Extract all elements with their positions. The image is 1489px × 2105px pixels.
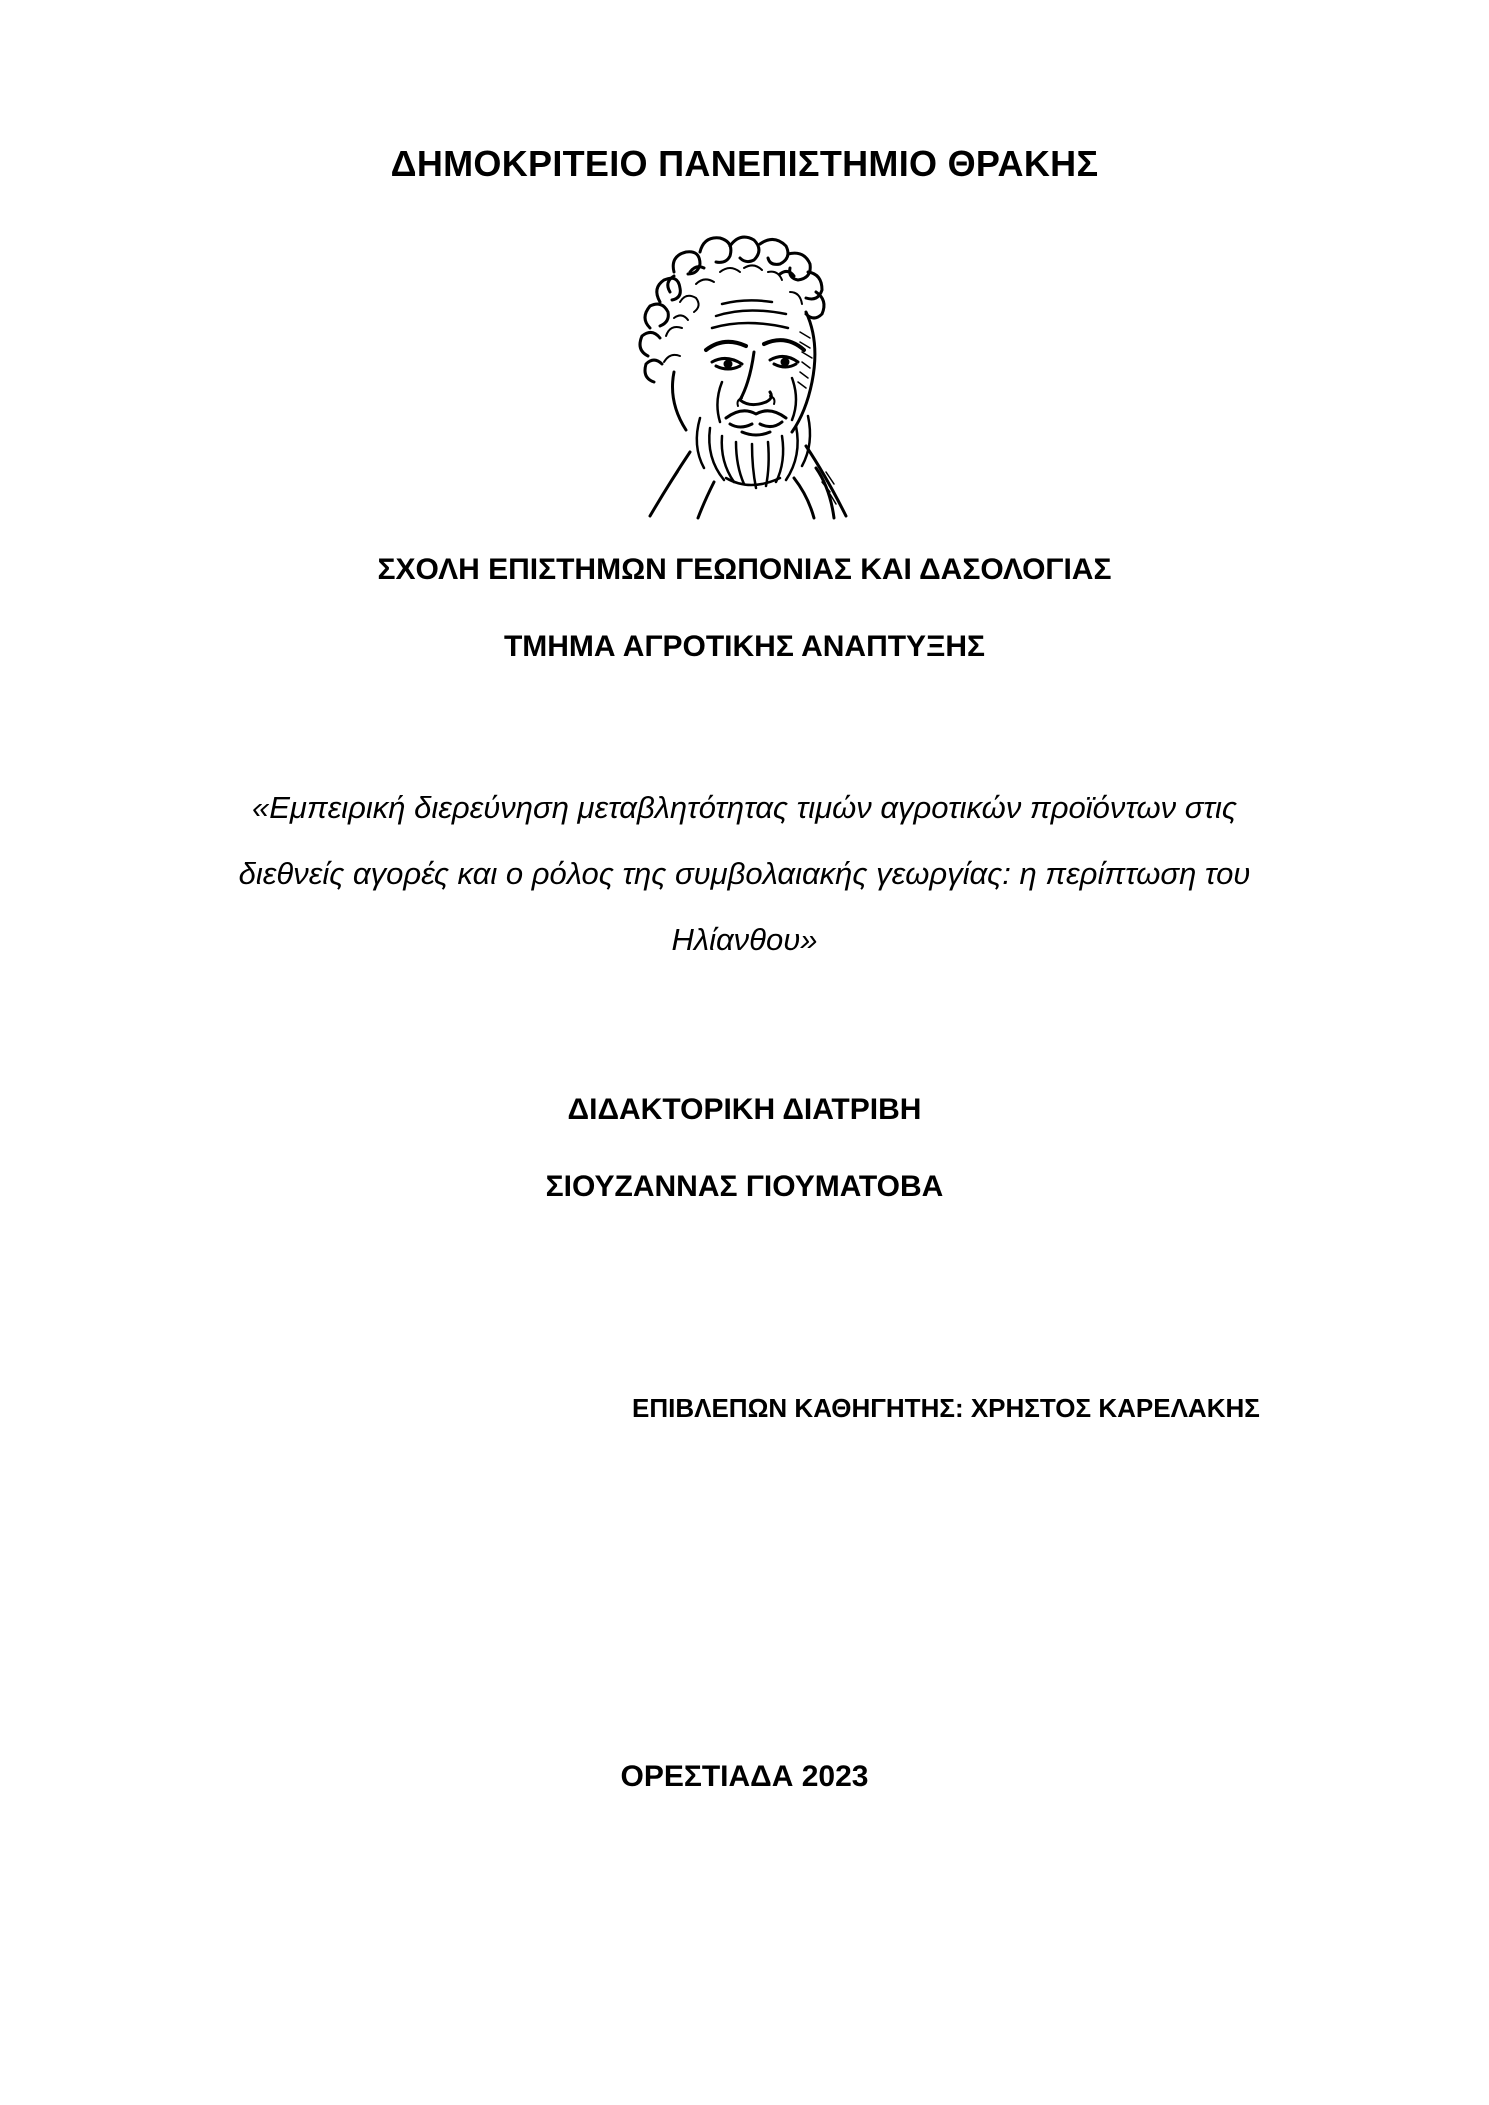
document-type: ΔΙΔΑΚΤΟΡΙΚΗ ΔΙΑΤΡΙΒΗ (567, 1093, 922, 1126)
democritus-portrait-icon (630, 232, 860, 522)
school-name: ΣΧΟΛΗ ΕΠΙΣΤΗΜΩΝ ΓΕΩΠΟΝΙΑΣ ΚΑΙ ΔΑΣΟΛΟΓΙΑΣ (377, 553, 1112, 586)
thesis-title-line: «Εμπειρική διερεύνηση μεταβλητότητας τιμών αγροτικών προϊόντων στις (251, 790, 1237, 825)
department-name: ΤΜΗΜΑ ΑΓΡΟΤΙΚΗΣ ΑΝΑΠΤΥΞΗΣ (503, 630, 986, 663)
university-name: ΔΗΜΟΚΡΙΤΕΙΟ ΠΑΝΕΠΙΣΤΗΜΙΟ ΘΡΑΚΗΣ (390, 143, 1099, 184)
thesis-title (150, 775, 1339, 973)
author-name: ΣΙΟΥΖΑΝΝΑΣ ΓΙΟΥΜΑΤΟΒΑ (545, 1170, 944, 1203)
place-year: ΟΡΕΣΤΙΑΔΑ 2023 (620, 1760, 869, 1793)
thesis-title-line: διεθνείς αγορές και ο ρόλος της συμβολαιακής γεωργίας: η περίπτωση του (238, 856, 1251, 891)
thesis-title-line: Ηλίανθου» (671, 922, 818, 957)
supervisor: ΕΠΙΒΛΕΠΩΝ ΚΑΘΗΓΗΤΗΣ: ΧΡΗΣΤΟΣ ΚΑΡΕΛΑΚΗΣ (632, 1393, 1260, 1423)
